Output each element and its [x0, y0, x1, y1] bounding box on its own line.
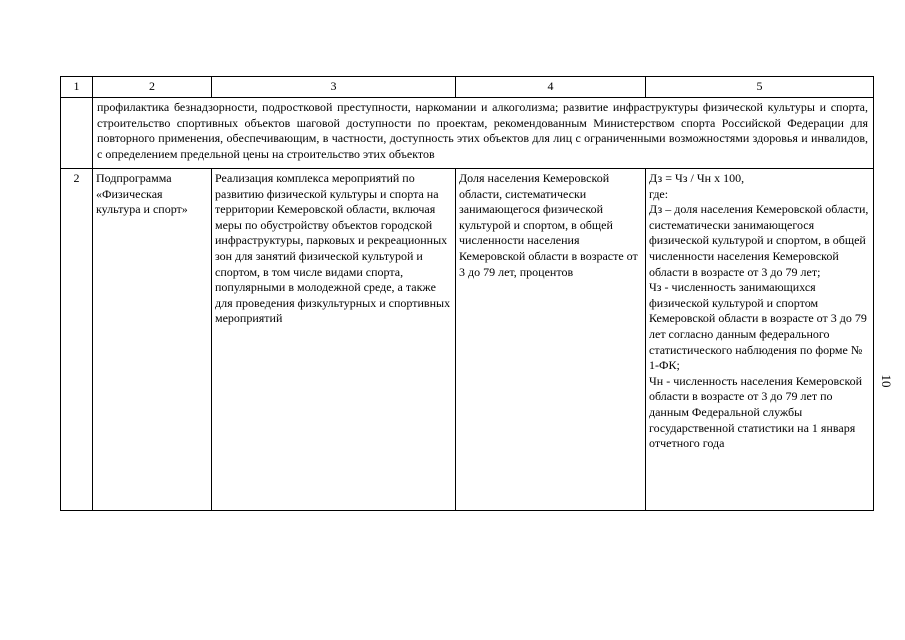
formula-equation: Дз = Чз / Чн х 100, — [649, 171, 745, 185]
header-cell-1: 1 — [61, 77, 93, 98]
goals-text-cell: профилактика безнадзорности, подростковой преступности, наркомании и алкоголизма; развитие инфраструктуры физической культуры и спорта, строительство спортивных объектов шаговой доступности по проектам, рекомендованным Министерством спорта Российской Федерации для повторного применения, обеспечивающим, в частности, доступность этих объектов для лиц с ограниченными возможностями здоровья и инвалидов, с определением предельной цены на строительство этих объектов — [93, 98, 874, 169]
formula-def-chz: Чз - численность занимающихся физической культурой и спортом Кемеровской области в возрасте от 3 до 79 лет согласно данным федерального статистического наблюдения по форме № 1-ФК; — [649, 280, 867, 373]
row-number-cell: 2 — [61, 169, 93, 511]
header-cell-4: 4 — [456, 77, 646, 98]
formula-where: где: — [649, 186, 669, 201]
formula-cell — [646, 169, 874, 511]
header-cell-5: 5 — [646, 77, 874, 98]
formula-def-dz: Дз – доля населения Кемеровской области, систематически занимающегося физической культурой и спортом, в общей численности населения Кемеровской области в возрасте от 3 до 79 лет; — [649, 202, 869, 279]
goals-row-number-cell — [61, 98, 93, 169]
indicator-cell: Доля населения Кемеровской области, систематически занимающегося физической культурой и спортом, в общей численности населения Кемеровской области в возрасте от 3 до 79 лет, процентов — [456, 169, 646, 511]
measures-cell: Реализация комплекса мероприятий по развитию физической культуры и спорта на территории Кемеровской области, включая меры по обустройству объектов городской инфраструктуры, парковых и рекреационных зон для занятий физической культурой и спортом, в том числе видами спорта, популярными в молодежной среде, а также для проведения физкультурных и спортивных мероприятий — [212, 169, 456, 511]
goals-row — [61, 98, 874, 169]
header-cell-2: 2 — [93, 77, 212, 98]
program-table — [60, 76, 874, 511]
header-cell-3: 3 — [212, 77, 456, 98]
formula-def-chn: Чн - численность населения Кемеровской области в возрасте от 3 до 79 лет по данным Федеральной службы государственной статистики на 1 января отчетного года — [649, 373, 863, 451]
subprogram-cell: Подпрограмма «Физическая культура и спорт» — [93, 169, 212, 511]
page-number: 10 — [879, 374, 894, 388]
table-row — [61, 169, 874, 511]
table-header-row — [61, 77, 874, 98]
